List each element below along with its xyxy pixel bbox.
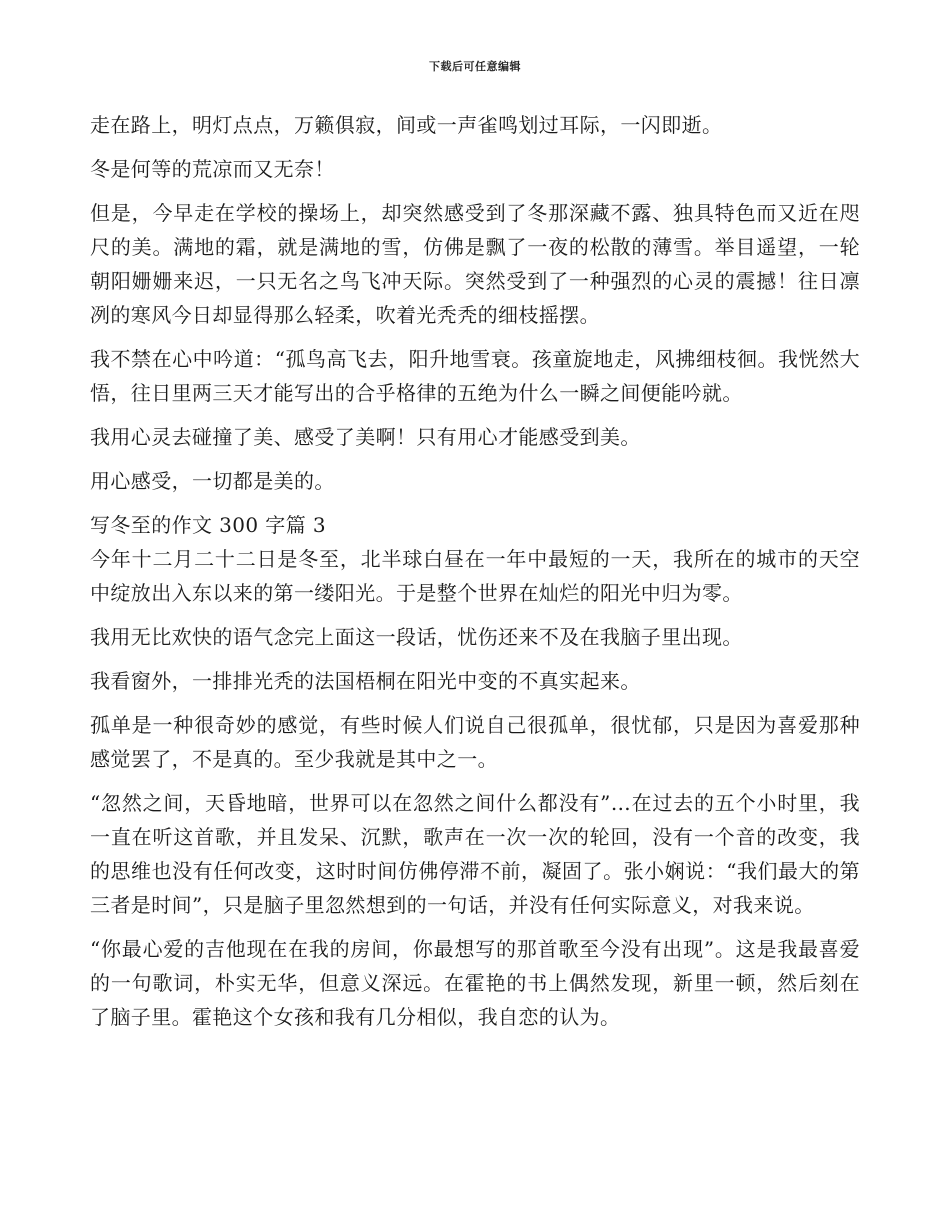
paragraph: 孤单是一种很奇妙的感觉，有些时候人们说自己很孤单，很忧郁，只是因为喜爱那种感觉罢了，不是真的。至少我就是其中之一。 (90, 713, 860, 771)
document-body (90, 108, 860, 1044)
page-header: 下载后可任意编辑 (429, 60, 521, 73)
paragraph: 我用无比欢快的语气念完上面这一段话，忧伤还来不及在我脑子里出现。 (90, 625, 743, 649)
paragraph: 走在路上，明灯点点，万籁俱寂，间或一声雀鸣划过耳际，一闪即逝。 (90, 113, 723, 137)
paragraph: 我用心灵去碰撞了美、感受了美啊！只有用心才能感受到美。 (90, 425, 641, 449)
paragraph: 我不禁在心中吟道：“孤鸟高飞去，阳升地雪衰。孩童旋地走，风拂细枝徊。我恍然大悟，往日里两三天才能写出的合乎格律的五绝为什么一瞬之间便能吟就。 (90, 347, 860, 405)
paragraph: 用心感受，一切都是美的。 (90, 469, 335, 493)
paragraph: “忽然之间，天昏地暗，世界可以在忽然之间什么都没有”…在过去的五个小时里，我一直在听这首歌，并且发呆、沉默，歌声在一次一次的轮回，没有一个音的改变，我的思维也没有任何改变，这时时间仿佛停滞不前，凝固了。张小娴说：“我们最大的第三者是时间”，只是脑子里忽然想到的一句话，并没有任何实际意义，对我来说。 (90, 791, 860, 917)
paragraph: “你最心爱的吉他现在在我的房间，你最想写的那首歌至今没有出现”。这是我最喜爱的一句歌词，朴实无华，但意义深远。在霍艳的书上偶然发现，新里一顿，然后刻在了脑子里。霍艳这个女孩和我有几分相似，我自恋的认为。 (90, 937, 860, 1029)
paragraph: 今年十二月二十二日是冬至，北半球白昼在一年中最短的一天，我所在的城市的天空中绽放出入东以来的第一缕阳光。于是整个世界在灿烂的阳光中归为零。 (90, 547, 860, 605)
paragraph: 但是，今早走在学校的操场上，却突然感受到了冬那深藏不露、独具特色而又近在咫尺的美。满地的霜，就是满地的雪，仿佛是飘了一夜的松散的薄雪。举目遥望，一轮朝阳姗姗来迟，一只无名之鸟飞冲天际。突然受到了一种强烈的心灵的震撼！往日凛冽的寒风今日却显得那么轻柔，吹着光秃秃的细枝摇摆。 (90, 201, 860, 327)
paragraph: 我看窗外，一排排光秃的法国梧桐在阳光中变的不真实起来。 (90, 669, 641, 693)
section-title: 写冬至的作文 300 字篇 3 (90, 513, 326, 537)
paragraph: 冬是何等的荒凉而又无奈！ (90, 157, 335, 181)
